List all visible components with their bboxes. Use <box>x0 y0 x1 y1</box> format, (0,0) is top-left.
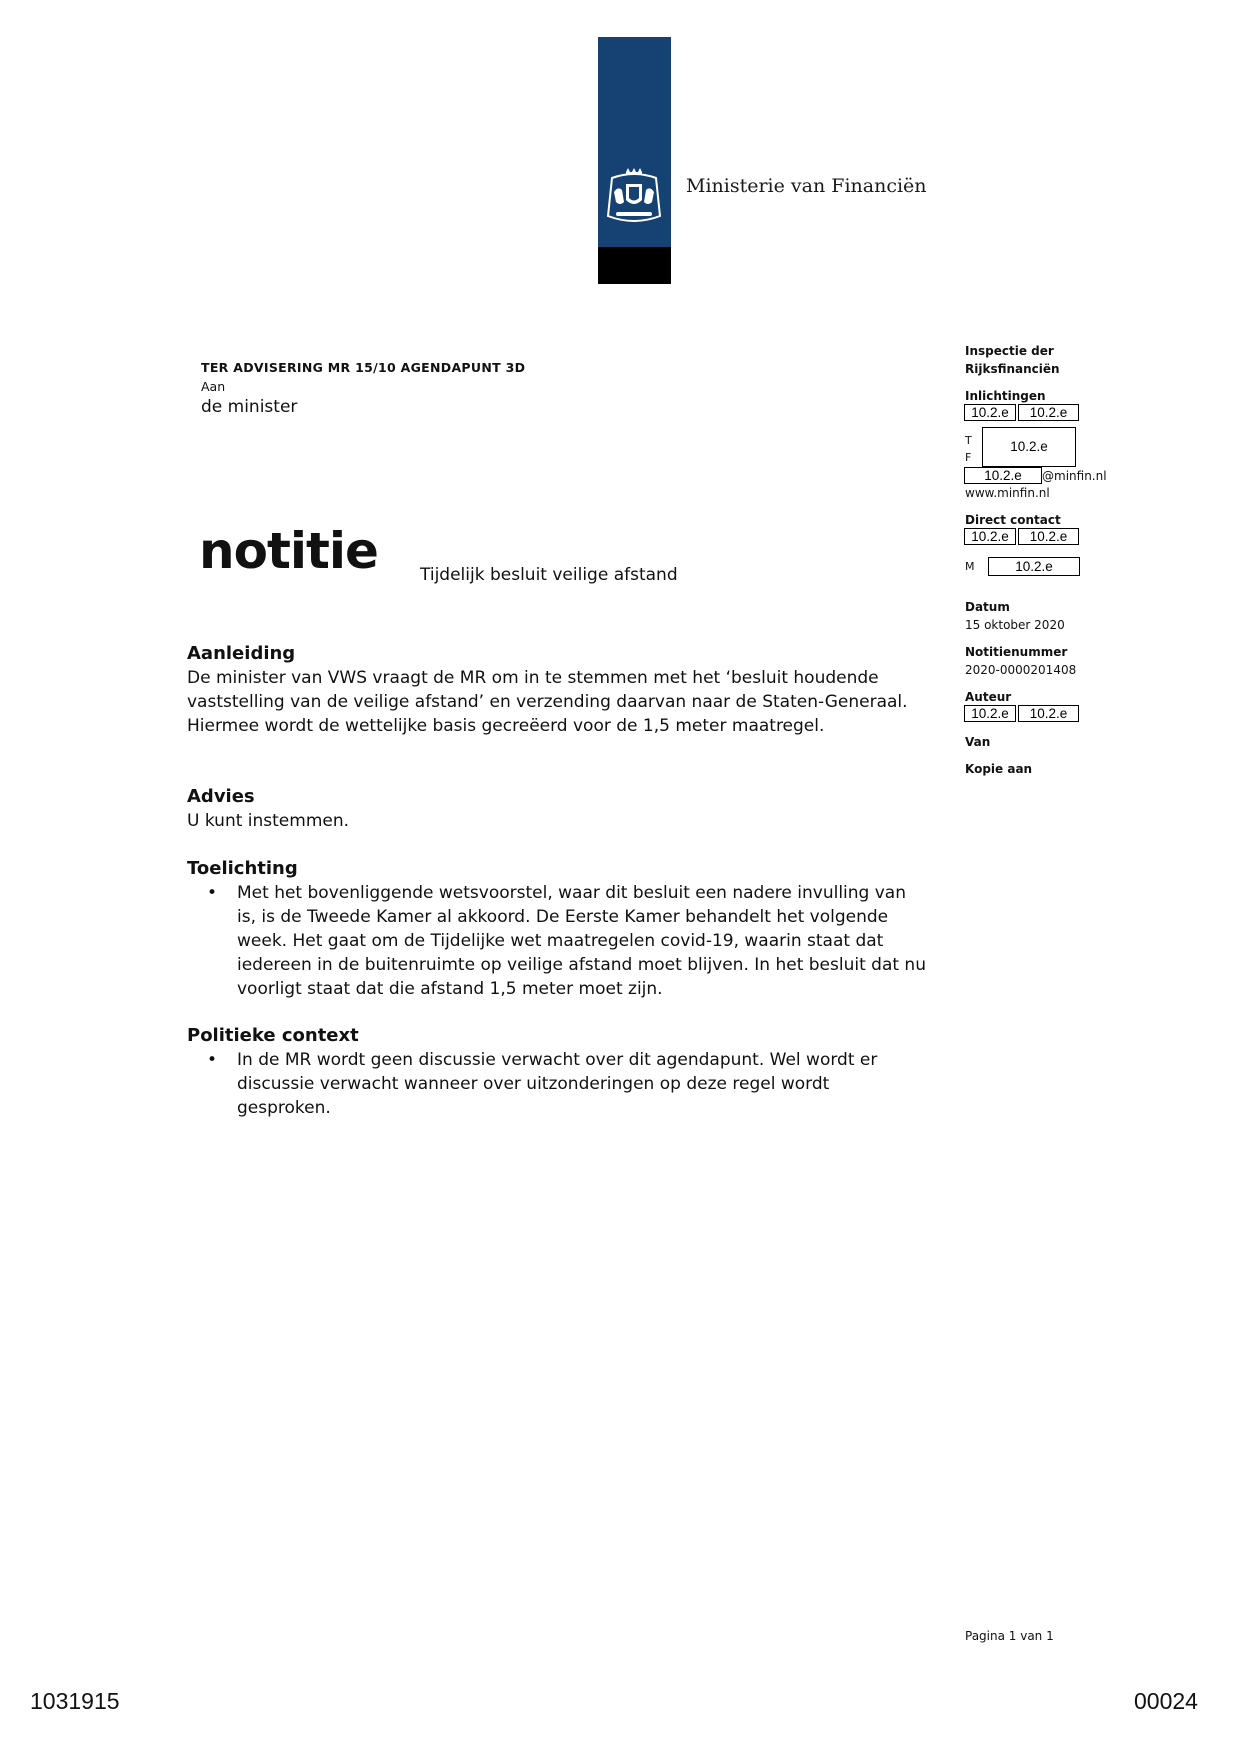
notitienummer-value: 2020-0000201408 <box>965 663 1077 677</box>
redaction-box: 10.2.e <box>964 467 1042 484</box>
document-heading: TER ADVISERING MR 15/10 AGENDAPUNT 3D <box>201 360 526 375</box>
inlichtingen-label: Inlichtingen <box>965 389 1046 403</box>
organisation-line-2: Rijksfinanciën <box>965 362 1060 376</box>
bullet-text: In de MR wordt geen discussie verwacht over dit agendapunt. Wel wordt er discussie verwacht wanneer over uitzonderingen op deze regel wordt gesproken. <box>237 1050 878 1118</box>
page-number: Pagina 1 van 1 <box>965 1629 1054 1643</box>
document-type-title: notitie <box>199 522 378 580</box>
ministry-name: Ministerie van Financiën <box>686 175 927 197</box>
redaction-box: 10.2.e <box>988 557 1080 576</box>
section-aanleiding <box>187 642 927 738</box>
bullet-item <box>187 1048 927 1120</box>
document-subject: Tijdelijk besluit veilige afstand <box>420 565 678 585</box>
auteur-label: Auteur <box>965 690 1012 704</box>
redaction-box: 10.2.e <box>1018 528 1079 545</box>
section-title: Toelichting <box>187 858 298 879</box>
van-label: Van <box>965 735 991 749</box>
section-title: Advies <box>187 786 255 807</box>
bullet-icon: • <box>206 1050 218 1070</box>
organisation-line-1: Inspectie der <box>965 344 1054 358</box>
section-text: U kunt instemmen. <box>187 811 350 831</box>
bullet-item <box>187 881 927 1001</box>
recipient: de minister <box>201 397 298 417</box>
website: www.minfin.nl <box>965 486 1050 500</box>
mobile-label: M <box>965 560 975 573</box>
redaction-box: 10.2.e <box>964 404 1016 421</box>
kopie-aan-label: Kopie aan <box>965 762 1033 776</box>
redaction-box: 10.2.e <box>1018 705 1079 722</box>
section-advies <box>187 785 927 833</box>
datum-value: 15 oktober 2020 <box>965 618 1065 632</box>
direct-contact-label: Direct contact <box>965 513 1061 527</box>
bullet-text: Met het bovenliggende wetsvoorstel, waar dit besluit een nadere invulling van is, is de Tweede Kamer al akkoord. De Eerste Kamer behandelt het volgende week. Het gaat om de Tijdelijke wet maatregelen covid-19, waarin staat dat iedereen in de buitenruimte op veilige afstand moet blijven. In het besluit dat nu voorligt staat dat die afstand 1,5 meter moet zijn. <box>237 883 926 999</box>
notitienummer-label: Notitienummer <box>965 645 1068 659</box>
logo-black-band <box>598 247 671 284</box>
fax-label: F <box>965 451 972 464</box>
phone-label: T <box>965 434 972 447</box>
recipient-label: Aan <box>201 379 226 394</box>
email-suffix: @minfin.nl <box>1042 469 1107 483</box>
section-title: Aanleiding <box>187 643 296 664</box>
redaction-box: 10.2.e <box>964 528 1016 545</box>
document-code-left: 1031915 <box>30 1688 120 1714</box>
redaction-box: 10.2.e <box>982 427 1076 467</box>
redaction-box: 10.2.e <box>964 705 1016 722</box>
section-politieke-context <box>187 1024 927 1120</box>
bullet-icon: • <box>206 883 218 903</box>
redaction-box: 10.2.e <box>1018 404 1079 421</box>
section-toelichting <box>187 857 927 1001</box>
datum-label: Datum <box>965 600 1010 614</box>
royal-coat-of-arms-icon <box>602 168 666 230</box>
document-code-right: 00024 <box>1134 1688 1198 1714</box>
section-title: Politieke context <box>187 1025 359 1046</box>
section-text: De minister van VWS vraagt de MR om in te stemmen met het ‘besluit houdende vaststelling van de veilige afstand’ en verzending daarvan naar de Staten-Generaal. Hiermee wordt de wettelijke basis gecreëerd voor de 1,5 meter maatregel. <box>187 668 908 736</box>
